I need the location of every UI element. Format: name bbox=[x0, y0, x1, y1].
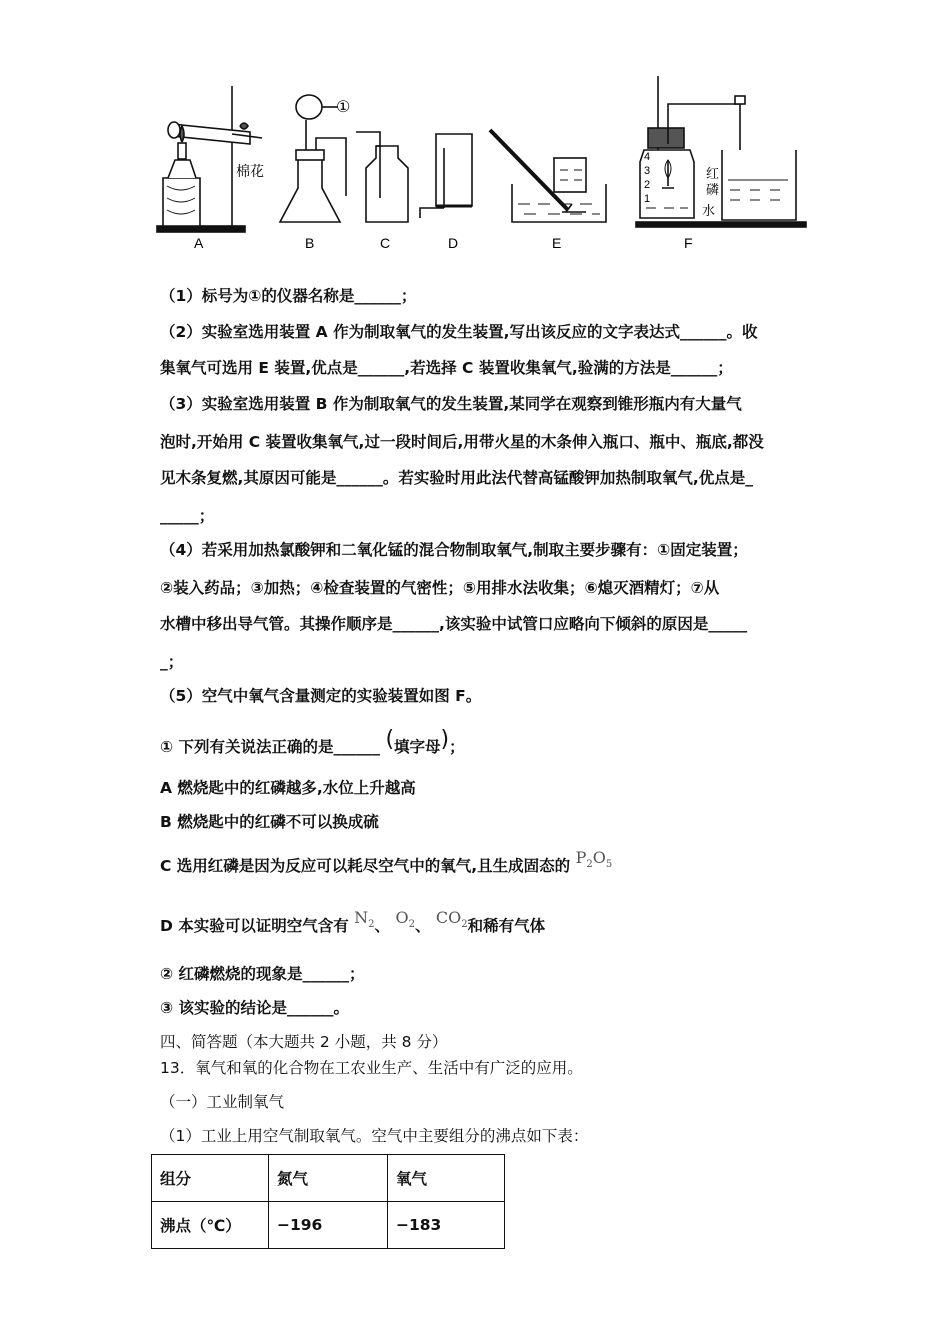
q2-line2: 集氧气可选用 E 装置,优点是______,若选择 C 装置收集氧气,验满的方法是______； bbox=[160, 359, 733, 377]
table-cell: −183 bbox=[388, 1202, 505, 1249]
scale-mark-3: 3 bbox=[644, 165, 651, 177]
apparatus-figure bbox=[0, 0, 950, 260]
apparatus-label-b: B bbox=[305, 235, 315, 251]
q5-option-d bbox=[160, 908, 546, 943]
red-phosphorus-label-1: 红 bbox=[706, 166, 720, 181]
separator-2: 、 bbox=[414, 917, 431, 935]
formula-o2: $O_2$ bbox=[395, 908, 415, 931]
table-header-cell: 组分 bbox=[152, 1155, 269, 1202]
q5-option-d-suffix: 和稀有气体 bbox=[467, 917, 546, 935]
q4-line3: 水槽中移出导气管。其操作顺序是______,该实验中试管口应略向下倾斜的原因是_____ bbox=[160, 615, 748, 633]
q13-part-1: （一）工业制氧气 bbox=[160, 1093, 285, 1111]
apparatus-label-d: D bbox=[448, 235, 459, 251]
q5-option-a: A 燃烧匙中的红磷越多,水位上升越高 bbox=[160, 779, 416, 797]
apparatus-d bbox=[420, 134, 472, 218]
table-header-cell: 氧气 bbox=[388, 1155, 505, 1202]
q5-sub1-hint: 填字母 bbox=[394, 738, 441, 756]
q5-sub1 bbox=[160, 727, 465, 757]
section-4-heading: 四、简答题（本大题共 2 小题，共 8 分） bbox=[160, 1033, 448, 1051]
apparatus-label-a: A bbox=[194, 235, 204, 251]
q5-option-d-prefix: D 本实验可以证明空气含有 bbox=[160, 917, 349, 935]
apparatus-c bbox=[356, 132, 408, 222]
q1: （1）标号为①的仪器名称是______； bbox=[160, 287, 417, 305]
table-cell: 沸点（℃） bbox=[152, 1202, 269, 1249]
marker-1: ① bbox=[336, 99, 351, 116]
apparatus-label-f: F bbox=[684, 235, 693, 251]
q4-line1: （4）若采用加热氯酸钾和二氧化锰的混合物制取氧气,制取主要步骤有：①固定装置； bbox=[160, 541, 748, 559]
apparatus-label-e: E bbox=[552, 235, 562, 251]
q13-stem: 13．氧气和氧的化合物在工农业生产、生活中有广泛的应用。 bbox=[160, 1059, 583, 1077]
q5-title: （5）空气中氧气含量测定的实验装置如图 F。 bbox=[160, 687, 482, 705]
formula-n2: $N_2$ bbox=[354, 908, 375, 931]
apparatus-e bbox=[490, 130, 606, 222]
q5-option-b: B 燃烧匙中的红磷不可以换成硫 bbox=[160, 813, 379, 831]
q2-line1: （2）实验室选用装置 A 作为制取氧气的发生装置,写出该反应的文字表达式______。收 bbox=[160, 323, 758, 341]
q5-option-c-text: C 选用红磷是因为反应可以耗尽空气中的氧气,且生成固态的 bbox=[160, 857, 571, 875]
table-header-cell: 氮气 bbox=[269, 1155, 388, 1202]
q5-sub2: ② 红磷燃烧的现象是______； bbox=[160, 965, 365, 983]
q13-sub-1: （1）工业上用空气制取氧气。空气中主要组分的沸点如下表： bbox=[160, 1127, 589, 1145]
scale-mark-4: 4 bbox=[644, 151, 651, 163]
table-row bbox=[152, 1202, 505, 1249]
q3-line2: 泡时,开始用 C 装置收集氧气,过一段时间后,用带火星的木条伸入瓶口、瓶中、瓶底,都没 bbox=[160, 433, 764, 451]
q4-line2: ②装入药品；③加热；④检查装置的气密性；⑤用排水法收集；⑥熄灭酒精灯；⑦从 bbox=[160, 579, 720, 597]
q3-line3: 见木条复燃,其原因可能是______。若实验时用此法代替高锰酸钾加热制取氧气,优点是_ bbox=[160, 469, 754, 487]
q5-option-c bbox=[160, 848, 613, 883]
q5-sub3: ③ 该实验的结论是______。 bbox=[160, 999, 350, 1017]
apparatus-label-c: C bbox=[380, 235, 391, 251]
apparatus-f bbox=[636, 76, 806, 227]
formula-co2: $CO_2$ bbox=[435, 908, 468, 931]
cotton-label: 棉花 bbox=[236, 163, 264, 179]
apparatus-a bbox=[157, 86, 262, 232]
scale-mark-1: 1 bbox=[644, 193, 651, 205]
q5-sub1-text: ① 下列有关说法正确的是______ bbox=[160, 738, 381, 756]
q5-sub1-paren-left: ( bbox=[385, 727, 395, 752]
q3-line4: _____； bbox=[160, 507, 215, 525]
separator-1: 、 bbox=[374, 917, 391, 935]
q5-sub1-end: ； bbox=[449, 738, 465, 756]
table-cell: −196 bbox=[269, 1202, 388, 1249]
boiling-point-table bbox=[151, 1154, 505, 1249]
q3-line1: （3）实验室选用装置 B 作为制取氧气的发生装置,某同学在观察到锥形瓶内有大量气 bbox=[160, 395, 742, 413]
table-header-row bbox=[152, 1155, 505, 1202]
formula-p2o5: $P_2O_5$ bbox=[575, 848, 613, 871]
scale-mark-2: 2 bbox=[644, 179, 651, 191]
water-label: 水 bbox=[702, 203, 716, 218]
q5-sub1-paren-right: ) bbox=[440, 727, 450, 752]
q4-line4: _； bbox=[160, 653, 184, 671]
red-phosphorus-label-2: 磷 bbox=[706, 182, 720, 197]
